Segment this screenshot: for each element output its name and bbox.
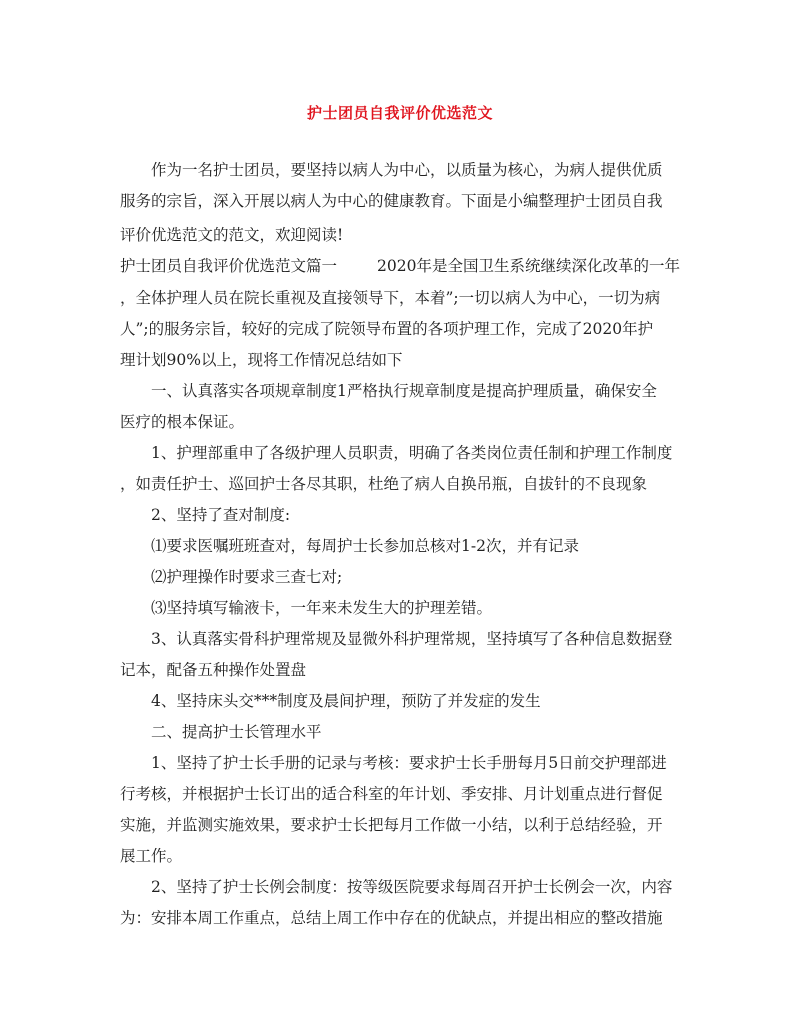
- body-line: ⑴要求医嘱班班查对，每周护士长参加总核对1-2次，并有记录: [151, 537, 579, 555]
- body-line: 2、坚持了护士长例会制度：按等级医院要求每周召开护士长例会一次，内容: [151, 878, 673, 896]
- body-line: 记本，配备五种操作处置盘: [120, 661, 307, 679]
- body-line: 一、认真落实各项规章制度1严格执行规章制度是提高护理质量，确保安全: [151, 382, 657, 400]
- body-line: 作为一名护士团员，要坚持以病人为中心，以质量为核心，为病人提供优质: [151, 161, 663, 179]
- body-line: 行考核，并根据护士长订出的适合科室的年计划、季安排、月计划重点进行督促: [120, 785, 663, 803]
- body-line: ，全体护理人员在院长重视及直接领导下，本着”;一切以病人为中心，一切为病: [120, 289, 661, 307]
- body-line: 人”;的服务宗旨，较好的完成了院领导布置的各项护理工作，完成了2020年护: [120, 320, 654, 338]
- body-line: 二、提高护士长管理水平: [151, 723, 322, 741]
- body-line: 4、坚持床头交***制度及晨间护理，预防了并发症的发生: [151, 692, 541, 710]
- body-line: 1、坚持了护士长手册的记录与考核：要求护士长手册每月5日前交护理部进: [151, 754, 667, 772]
- body-line: 3、认真落实骨科护理常规及显微外科护理常规，坚持填写了各种信息数据登: [151, 630, 673, 648]
- document-title: 护士团员自我评价优选范文: [306, 104, 493, 122]
- body-line: 2020年是全国卫生系统继续深化改革的一年: [377, 257, 680, 275]
- body-line: ，如责任护士、巡回护士各尽其职，杜绝了病人自换吊瓶，自拔针的不良现象: [120, 475, 648, 493]
- body-line: 服务的宗旨，深入开展以病人为中心的健康教育。下面是小编整理护士团员自我: [120, 192, 663, 210]
- body-line: 展工作。: [120, 847, 183, 865]
- body-line: 1、护理部重申了各级护理人员职责，明确了各类岗位责任制和护理工作制度: [151, 444, 673, 462]
- body-line: 2、坚持了查对制度:: [151, 506, 291, 524]
- body-line: 理计划90%以上，现将工作情况总结如下: [120, 351, 403, 369]
- body-line: 医疗的根本保证。: [120, 413, 245, 431]
- body-line: ⑶坚持填写输液卡，一年来未发生大的护理差错。: [151, 599, 493, 617]
- article-heading: 护士团员自我评价优选范文篇一: [120, 257, 338, 275]
- section-heading-line: [120, 256, 680, 276]
- body-line: ⑵护理操作时要求三查七对;: [151, 568, 343, 586]
- body-line: 评价优选范文的范文，欢迎阅读!: [120, 226, 344, 244]
- body-line: 为：安排本周工作重点，总结上周工作中存在的优缺点，并提出相应的整改措施: [120, 909, 663, 927]
- body-line: 实施，并监测实施效果，要求护士长把每月工作做一小结，以利于总结经验，开: [120, 816, 663, 834]
